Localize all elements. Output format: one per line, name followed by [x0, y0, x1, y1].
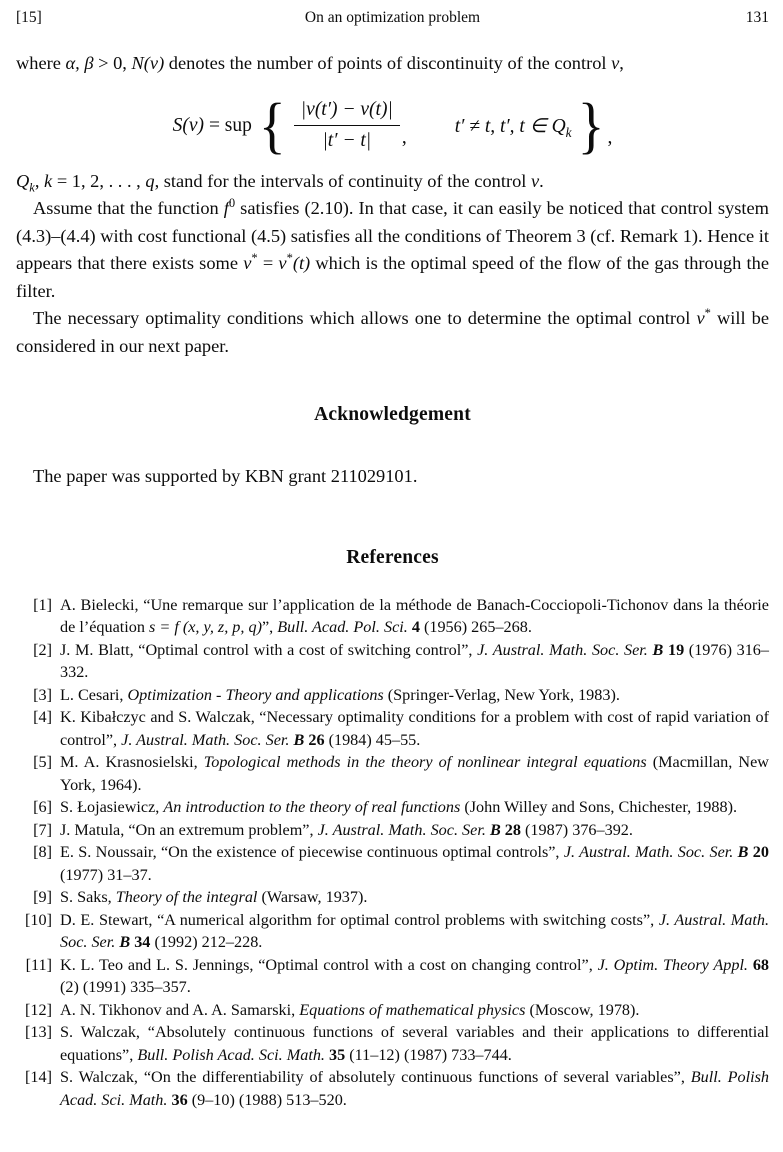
text-segment: 20 [752, 843, 769, 861]
reference-item [16, 954, 769, 999]
text-segment: (1984) 45–55. [324, 730, 421, 749]
reference-label: [12] [25, 1000, 52, 1019]
text-segment: (Moscow, 1978). [525, 1000, 640, 1019]
paragraph-necessary-conditions [16, 305, 769, 360]
display-formula [16, 87, 769, 165]
text-segment: (1956) 265–268. [419, 618, 532, 636]
text-segment: 36 [171, 1090, 188, 1109]
header-bracket-page-marker: [15] [16, 9, 42, 26]
reference-text [60, 753, 769, 794]
reference-item [16, 639, 769, 684]
text-segment: B [652, 640, 668, 659]
text-segment: k [565, 124, 572, 140]
reference-text [60, 843, 769, 884]
reference-item [16, 909, 769, 954]
reference-label: [10] [25, 910, 52, 929]
text-segment: A. Bielecki, “Une remarque sur l’application de la méthode de Banach-Cocciopoli-Tichonov dans la théorie de l’équation [60, 595, 769, 636]
reference-item [16, 796, 769, 819]
text-segment: Equations of mathematical physics [299, 1000, 526, 1019]
text-segment: f [223, 198, 229, 218]
text-segment: k [29, 180, 35, 195]
paragraph-where-clause [16, 50, 769, 78]
left-brace: { [258, 90, 286, 161]
page-number: 131 [745, 9, 769, 26]
reference-label: [7] [33, 820, 52, 839]
text-segment: which is the optimal speed of the flow of the gas through the filter. [16, 253, 769, 301]
text-segment: , [619, 53, 624, 73]
text-segment: B [119, 933, 135, 951]
text-segment: J. Matula, “On an extremum problem”, [60, 820, 318, 839]
text-segment: S(v) [172, 114, 205, 136]
text-segment: v [611, 53, 620, 73]
text-segment: (1977) 31–37. [60, 865, 152, 884]
text-segment: E. S. Noussair, “On the existence of piecewise continuous optimal controls”, [60, 843, 564, 861]
reference-label: [1] [33, 595, 52, 614]
text-segment: * [251, 250, 258, 265]
reference-text [60, 686, 620, 704]
text-segment: ”, [261, 618, 278, 636]
text-segment: will be considered in our next paper. [16, 308, 770, 356]
text-segment: v [696, 308, 705, 328]
reference-text [60, 1068, 769, 1109]
text-segment: Bull. Polish Acad. Sci. Math. [137, 1045, 330, 1064]
reference-item [16, 706, 769, 751]
reference-item [16, 751, 769, 796]
text-segment: k [44, 170, 53, 191]
text-segment: (9–10) (1988) 513–520. [187, 1090, 347, 1109]
fraction-comma: , [401, 126, 407, 148]
reference-text [60, 1001, 639, 1019]
text-segment: 19 [667, 640, 685, 659]
text-segment: v [278, 253, 287, 273]
formula-lhs [173, 115, 252, 137]
reference-label: [8] [33, 843, 52, 861]
text-segment: = sup [204, 114, 252, 136]
text-segment: B [489, 820, 505, 839]
text-segment: S. Walczak, “Absolutely continuous functions of several variables and their applications to differential equations”, [60, 1023, 769, 1064]
right-brace: } [577, 90, 605, 161]
formula-fraction [294, 99, 400, 152]
text-segment: satisfies (2.10). In that case, it can easily be noticed that control system (4.3)–(4.4) with cost functional (4.5) satisfies all the conditions of Theorem 3 (cf. Remark 1). Hence it appears that there exists some [16, 198, 769, 273]
text-segment: , [34, 170, 45, 191]
text-segment: s = f (x, y, z, p, q) [149, 618, 262, 636]
text-segment: * [704, 305, 711, 320]
text-segment: Q [16, 170, 30, 191]
text-segment: (11–12) (1987) 733–744. [345, 1045, 512, 1064]
reference-list [16, 594, 769, 1112]
text-segment: * [286, 250, 293, 265]
text-segment: (1987) 376–392. [520, 820, 633, 839]
text-segment: J. Austral. Math. Soc. Ser. [477, 640, 653, 659]
text-segment: N(v) [131, 53, 165, 73]
text-segment: J. Austral. Math. Soc. Ser. [60, 910, 769, 951]
acknowledgement-heading: Acknowledgement [314, 404, 471, 425]
text-segment: α, β [65, 53, 94, 73]
text-segment: B [293, 730, 309, 749]
text-segment: Assume that the function [33, 198, 224, 218]
reference-item [16, 819, 769, 842]
reference-item [16, 999, 769, 1022]
text-segment: = [257, 253, 279, 273]
reference-text [60, 911, 769, 952]
text-segment: S. Saks, [60, 888, 116, 906]
running-title: On an optimization problem [304, 9, 481, 26]
reference-text [60, 1023, 769, 1064]
reference-item [16, 841, 769, 886]
text-segment: S. Łojasiewicz, [60, 798, 164, 816]
text-segment: (Warsaw, 1937). [257, 888, 368, 906]
reference-text [60, 798, 737, 816]
reference-item [16, 1066, 769, 1111]
acknowledgement-text: The paper was supported by KBN grant 211029101. [33, 466, 418, 486]
reference-text [60, 708, 769, 749]
text-segment: > 0, [93, 53, 132, 73]
paragraph-assume [16, 195, 769, 305]
text-segment: K. L. Teo and L. S. Jennings, “Optimal control with a cost on changing control”, [60, 955, 598, 974]
text-segment: Topological methods in the theory of nonlinear integral equations [203, 753, 647, 771]
text-segment: 28 [504, 820, 521, 839]
text-segment: |v(t′) − v(t)| [300, 99, 393, 120]
text-segment: An introduction to the theory of real functions [163, 798, 461, 816]
text-segment: J. Austral. Math. Soc. Ser. [563, 843, 738, 861]
reference-label: [3] [33, 685, 52, 704]
text-segment: 0 [228, 195, 236, 210]
references-heading: References [346, 546, 439, 568]
reference-text [60, 641, 769, 682]
page-header [16, 8, 769, 28]
reference-text [60, 956, 769, 997]
text-segment: D. E. Stewart, “A numerical algorithm for optimal control problems with switching costs”, [60, 910, 659, 929]
text-segment: 68 [752, 955, 769, 974]
reference-item [16, 594, 769, 639]
text-segment: (Springer-Verlag, New York, 1983). [383, 685, 620, 704]
text-segment: J. M. Blatt, “Optimal control with a cost of switching control”, [60, 640, 478, 659]
text-segment: (t) [292, 253, 311, 273]
text-segment: |t′ − t| [322, 130, 372, 151]
text-segment: L. Cesari, [60, 685, 128, 704]
reference-label: [6] [33, 798, 52, 816]
text-segment: 26 [308, 730, 325, 749]
reference-item [16, 886, 769, 909]
text-segment: , stand for the intervals of continuity of the control [154, 170, 531, 191]
reference-label: [9] [33, 888, 52, 906]
text-segment: S. Walczak, “On the differentiability of absolutely continuous functions of several variables”, [60, 1068, 691, 1086]
text-segment: v [530, 170, 540, 191]
reference-label: [4] [33, 708, 52, 726]
text-segment: Bull. Polish Acad. Sci. Math. [60, 1068, 769, 1109]
text-segment: M. A. Krasnosielski, [60, 753, 204, 771]
main-text-block [16, 168, 769, 361]
text-segment: Bull. Acad. Pol. Sci. [277, 618, 412, 636]
text-segment: denotes the number of points of discontinuity of the control [164, 53, 612, 73]
reference-text [60, 888, 367, 906]
reference-label: [11] [25, 955, 52, 974]
text-segment: A. N. Tikhonov and A. A. Samarski, [60, 1000, 300, 1019]
text-segment: 4 [411, 618, 420, 636]
text-segment: q [145, 170, 155, 191]
paragraph-intervals [16, 168, 769, 196]
text-segment: J. Optim. Theory Appl. [597, 955, 753, 974]
fraction-denominator [294, 126, 400, 152]
text-segment: The necessary optimality conditions which allows one to determine the optimal control [33, 308, 697, 328]
text-segment: (Macmillan, New York, 1964). [60, 753, 769, 794]
text-segment: J. Austral. Math. Soc. Ser. [121, 730, 294, 749]
reference-item [16, 1021, 769, 1066]
text-segment: (1992) 212–228. [150, 933, 263, 951]
text-segment: 34 [134, 933, 151, 951]
reference-label: [2] [33, 640, 52, 659]
reference-text [60, 821, 633, 839]
text-segment: where [16, 53, 66, 73]
reference-label: [5] [33, 753, 52, 771]
text-segment: Theory of the integral [115, 888, 258, 906]
text-segment: . [539, 170, 544, 191]
reference-item [16, 684, 769, 707]
text-segment: v [243, 253, 252, 273]
fraction-numerator [294, 99, 400, 126]
text-segment: Optimization - Theory and applications [127, 685, 384, 704]
text-segment: (1976) 316–332. [60, 640, 769, 681]
text-segment: K. Kibałczyc and S. Walczak, “Necessary optimality conditions for a problem with cost of rapid variation of control”, [60, 708, 769, 749]
text-segment: J. Austral. Math. Soc. Ser. [317, 820, 490, 839]
reference-text [60, 596, 769, 637]
reference-label: [13] [25, 1023, 52, 1041]
text-segment: = 1, 2, . . . , [52, 170, 146, 191]
text-segment: (John Willey and Sons, Chichester, 1988). [460, 798, 738, 816]
reference-label: [14] [25, 1068, 52, 1086]
text-segment: B [737, 843, 753, 861]
text-segment: 35 [329, 1045, 346, 1064]
formula-trailing-comma: , [607, 126, 613, 148]
text-segment: t′ ≠ t, t′, t ∈ Q [454, 115, 566, 137]
formula-condition [455, 114, 572, 138]
text-segment: (2) (1991) 335–357. [60, 978, 191, 996]
